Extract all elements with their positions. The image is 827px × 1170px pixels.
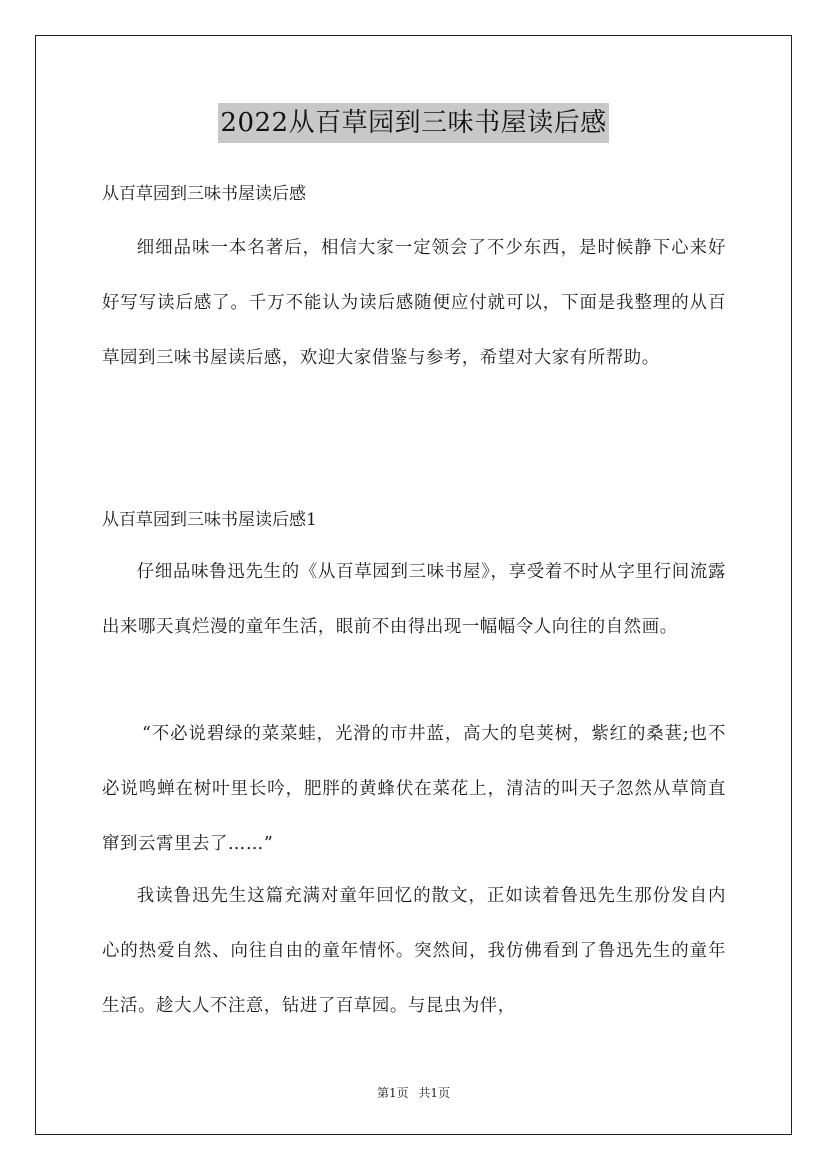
section-heading: 从百草园到三味书屋读后感1	[102, 510, 317, 530]
intro-heading: 从百草园到三味书屋读后感	[102, 184, 306, 204]
body-paragraph-1: 仔细品味鲁迅先生的《从百草园到三味书屋》，享受着不时从字里行间流露出来哪天真烂漫的童年生活，眼前不由得出现一幅幅令人向往的自然画。	[102, 562, 726, 637]
document-title: 2022从百草园到三味书屋读后感	[218, 103, 608, 143]
page-number-label: 第1页	[376, 1086, 409, 1100]
body-paragraph-3: 我读鲁迅先生这篇充满对童年回忆的散文，正如读着鲁迅先生那份发自内心的热爱自然、向往自由的童年情怀。突然间，我仿佛看到了鲁迅先生的童年生活。趁大人不注意，钻进了百草园。与昆虫为伴，	[102, 886, 726, 1016]
title-container	[0, 103, 827, 143]
body-paragraph-quote: “不必说碧绿的菜菜蛙，光滑的市井蓝，高大的皂荚树，紫红的桑葚;也不必说鸣蝉在树叶里长吟，肥胖的黄蜂伏在菜花上，清洁的叫天子忽然从草筒直窜到云霄里去了……”	[102, 724, 726, 854]
intro-paragraph: 细细品味一本名著后，相信大家一定领会了不少东西，是时候静下心来好好写写读后感了。千万不能认为读后感随便应付就可以，下面是我整理的从百草园到三味书屋读后感，欢迎大家借鉴与参考，希望对大家有所帮助。	[102, 238, 726, 368]
page-total-label: 共1页	[418, 1086, 451, 1100]
page-footer	[0, 1084, 827, 1101]
